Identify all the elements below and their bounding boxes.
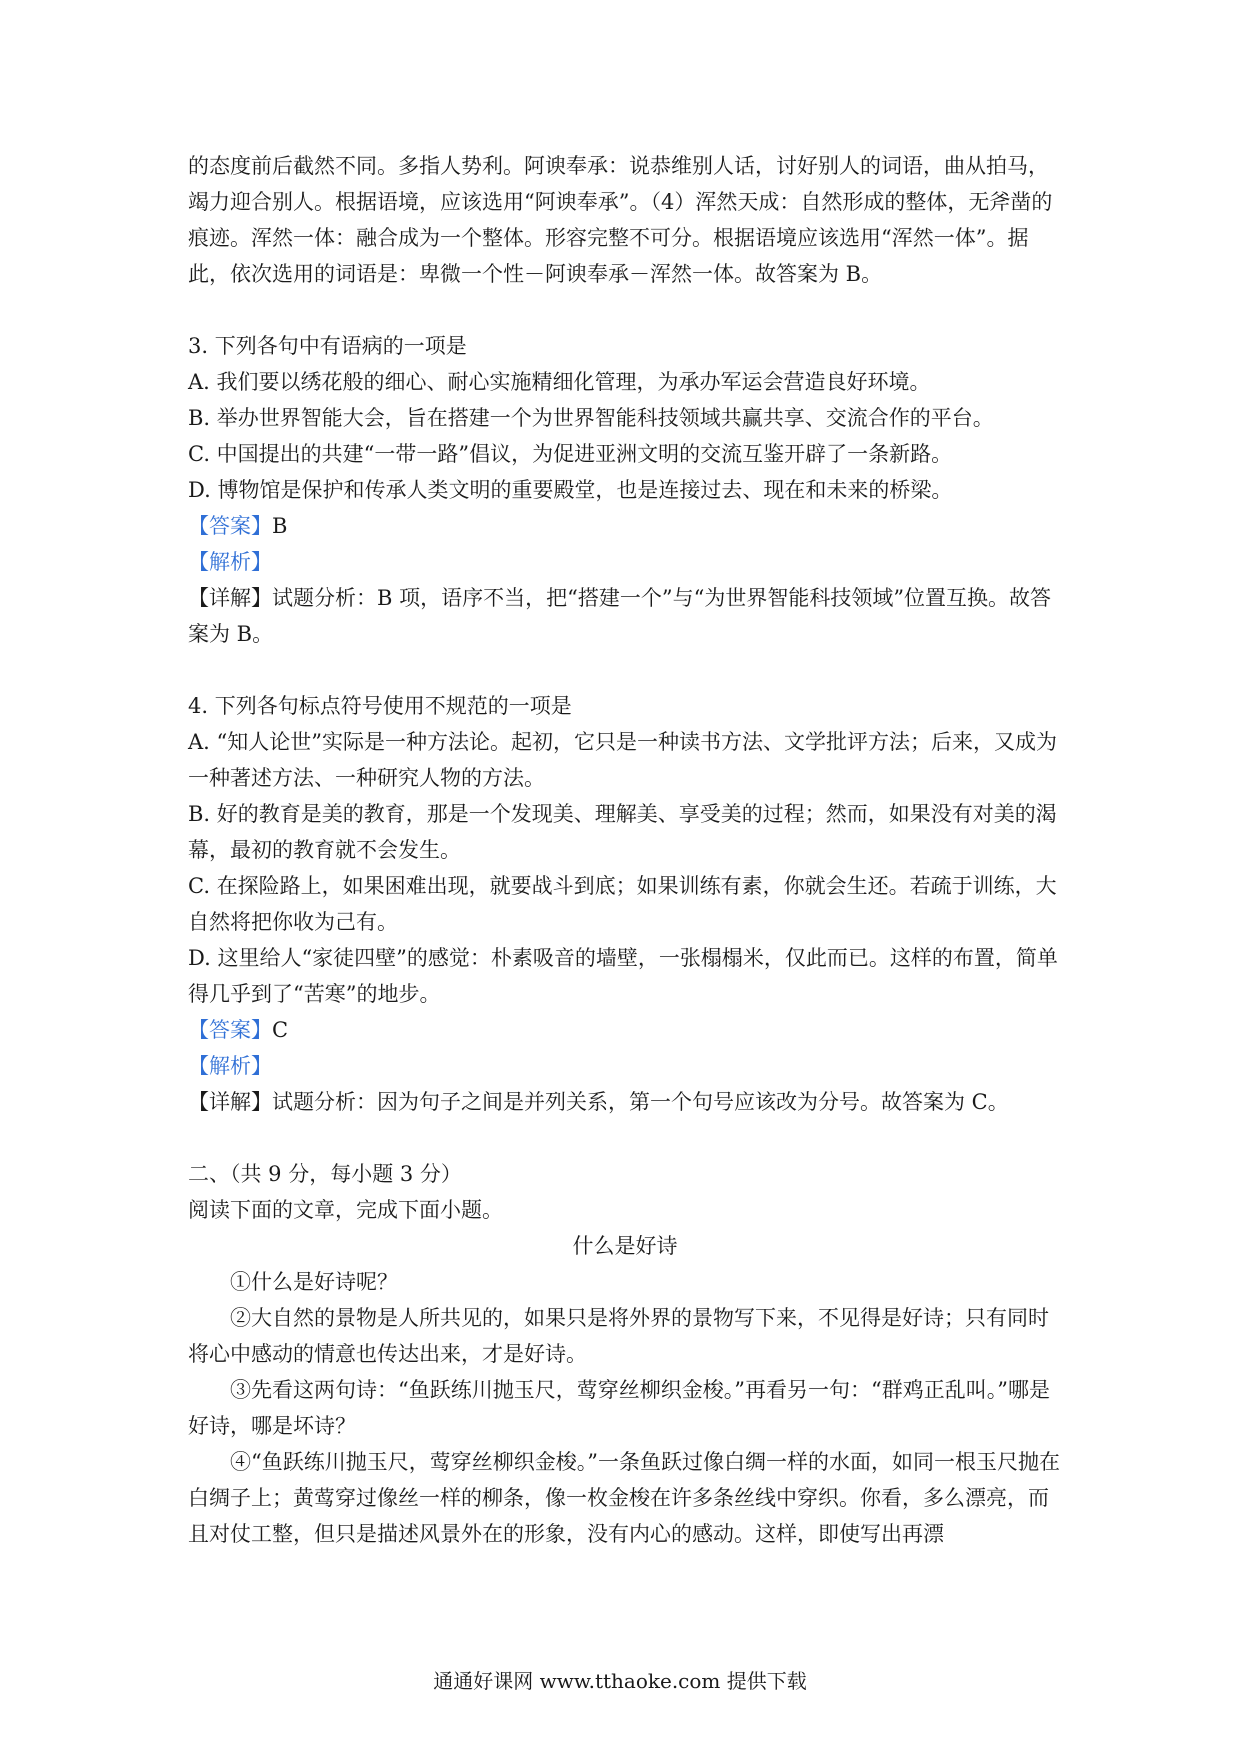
article-paragraph-2: ②大自然的景物是人所共见的，如果只是将外界的景物写下来，不见得是好诗；只有同时将心中感动的情意也传达出来，才是好诗。 xyxy=(188,1306,1049,1366)
page-footer: 通通好课网 www.tthaoke.com 提供下载 xyxy=(433,1669,807,1693)
q4-answer: C xyxy=(272,1018,289,1042)
q4-question: 4. 下列各句标点符号使用不规范的一项是 xyxy=(188,694,572,718)
analysis-tag: 【解析】 xyxy=(188,1054,272,1078)
q3-analysis-line xyxy=(188,544,1062,580)
spacer xyxy=(188,1120,1062,1156)
intro-paragraph: 的态度前后截然不同。多指人势利。阿谀奉承：说恭维别人话，讨好别人的词语，曲从拍马，竭力迎合别人。根据语境，应该选用“阿谀奉承”。（4）浑然天成：自然形成的整体，无斧凿的痕迹。浑然一体：融合成为一个整体。形容完整不可分。根据语境应该选用“浑然一体”。据此，依次选用的词语是：卑微一个性－阿谀奉承－浑然一体。故答案为 B。 xyxy=(188,154,1053,286)
q4-option-c: C. 在探险路上，如果困难出现，就要战斗到底；如果训练有素，你就会生还。若疏于训练，大自然将把你收为己有。 xyxy=(188,874,1057,934)
answer-tag: 【答案】 xyxy=(188,1018,272,1042)
article-title: 什么是好诗 xyxy=(572,1234,678,1258)
page-content xyxy=(188,148,1062,1552)
detail-tag: 【详解】 xyxy=(188,1090,272,1114)
q4-analysis-line xyxy=(188,1048,1062,1084)
q3-detail-line xyxy=(188,580,1062,652)
q4-detail-line xyxy=(188,1084,1062,1120)
article-paragraph-3: ③先看这两句诗：“鱼跃练川抛玉尺，莺穿丝柳织金梭。”再看另一句：“群鸡正乱叫。”哪是好诗，哪是坏诗？ xyxy=(188,1378,1050,1438)
section2-instruction: 阅读下面的文章，完成下面小题。 xyxy=(188,1198,503,1222)
q3-option-d: D. 博物馆是保护和传承人类文明的重要殿堂，也是连接过去、现在和未来的桥梁。 xyxy=(188,478,953,502)
q3-detail: 试题分析：B 项，语序不当，把“搭建一个”与“为世界智能科技领域”位置互换。故答案为 B。 xyxy=(188,586,1052,646)
q3-option-a: A. 我们要以绣花般的细心、耐心实施精细化管理，为承办军运会营造良好环境。 xyxy=(188,370,931,394)
article-paragraph-4: ④“鱼跃练川抛玉尺，莺穿丝柳织金梭。”一条鱼跃过像白绸一样的水面，如同一根玉尺抛在白绸子上；黄莺穿过像丝一样的柳条，像一枚金梭在许多条丝线中穿织。你看，多么漂亮，而且对仗工整，但只是描述风景外在的形象，没有内心的感动。这样，即使写出再漂 xyxy=(188,1450,1060,1546)
q3-option-c: C. 中国提出的共建“一带一路”倡议，为促进亚洲文明的交流互鉴开辟了一条新路。 xyxy=(188,442,953,466)
q4-answer-line xyxy=(188,1012,1062,1048)
q4-option-d: D. 这里给人“家徒四壁”的感觉：朴素吸音的墙壁，一张榻榻米，仅此而已。这样的布置，简单得几乎到了“苦寒”的地步。 xyxy=(188,946,1058,1006)
q4-option-b: B. 好的教育是美的教育，那是一个发现美、理解美、享受美的过程；然而，如果没有对美的渴幕，最初的教育就不会发生。 xyxy=(188,802,1057,862)
spacer xyxy=(188,292,1062,328)
q3-option-b: B. 举办世界智能大会，旨在搭建一个为世界智能科技领域共赢共享、交流合作的平台。 xyxy=(188,406,994,430)
q3-answer-line xyxy=(188,508,1062,544)
article-paragraph-1: ①什么是好诗呢？ xyxy=(230,1270,398,1294)
q4-option-a: A. “知人论世”实际是一种方法论。起初，它只是一种读书方法、文学批评方法；后来，又成为一种著述方法、一种研究人物的方法。 xyxy=(188,730,1057,790)
analysis-tag: 【解析】 xyxy=(188,550,272,574)
q3-question: 3. 下列各句中有语病的一项是 xyxy=(188,334,467,358)
q4-detail: 试题分析：因为句子之间是并列关系，第一个句号应该改为分号。故答案为 C。 xyxy=(272,1090,1009,1114)
answer-tag: 【答案】 xyxy=(188,514,272,538)
section2-heading: 二、（共 9 分，每小题 3 分） xyxy=(188,1162,462,1186)
detail-tag: 【详解】 xyxy=(188,586,272,610)
q3-answer: B xyxy=(272,514,288,538)
spacer xyxy=(188,652,1062,688)
